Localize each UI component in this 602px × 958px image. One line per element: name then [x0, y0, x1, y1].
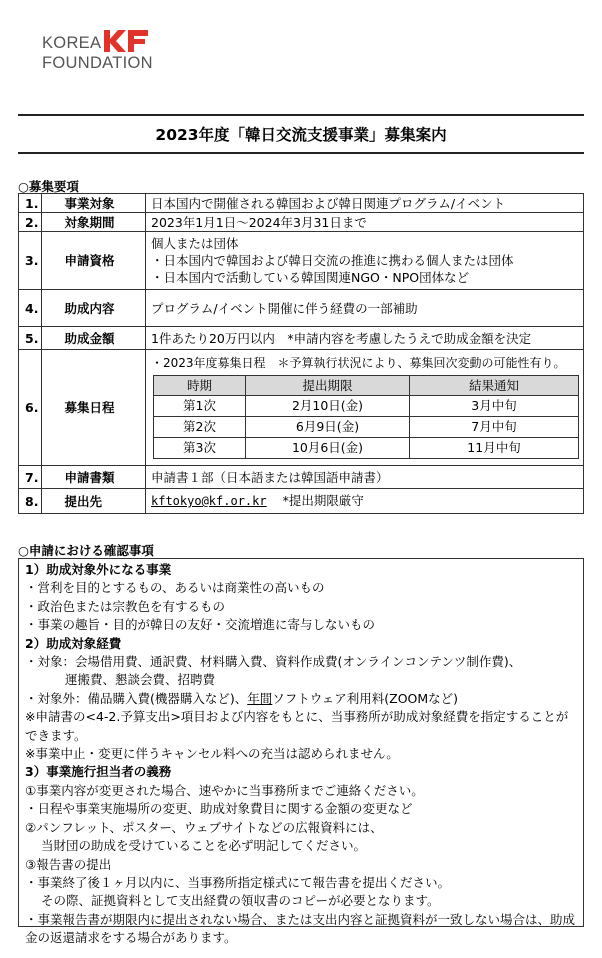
logo-line2: FOUNDATION — [42, 54, 153, 72]
schedule-cell: 第1次 — [154, 395, 246, 416]
schedule-table — [153, 375, 579, 459]
notes-line: ・政治色または宗教色を有するもの — [25, 598, 226, 614]
deadline-note: *提出期限厳守 — [282, 493, 364, 508]
eligibility-line: 個人または団体 — [151, 236, 239, 251]
korea-foundation-logo — [42, 28, 182, 78]
row-label: 提出先 — [42, 489, 146, 514]
row-label: 助成金額 — [42, 327, 146, 350]
row-number: 5. — [19, 327, 42, 350]
row-value: 日本国内で開催される韓国および韓日関連プログラム/イベント — [146, 194, 584, 213]
row-number: 8. — [19, 489, 42, 514]
schedule-cell: 10月6日(金) — [246, 437, 410, 458]
row-value: 1件あたり20万円以内 *申請内容を考慮したうえで助成金額を決定 — [146, 327, 584, 350]
row-value: 2023年1月1日～2024年3月31日まで — [146, 213, 584, 232]
row-number: 4. — [19, 290, 42, 327]
schedule-cell: 第3次 — [154, 437, 246, 458]
schedule-cell: 第2次 — [154, 416, 246, 437]
section-heading-guidelines: ○募集要項 — [18, 179, 79, 194]
notes-line: ・営利を目的とするもの、あるいは商業性の高いもの — [25, 580, 325, 596]
notes-heading: 3）事業施行担当者の義務 — [25, 764, 172, 780]
schedule-row — [154, 395, 579, 416]
row-number: 3. — [19, 232, 42, 290]
notes-line: ・事業終了後１ヶ月以内に、当事務所指定様式にて報告書を提出ください。 — [25, 874, 451, 890]
email-link[interactable]: kftokyo@kf.or.kr — [151, 494, 267, 508]
notes-line: ※申請書の<4-2.予算支出>項目および内容をもとに、当事務所が助成対象経費を指定することができます。 — [25, 709, 569, 743]
row-label: 申請書類 — [42, 466, 146, 489]
schedule-header: 結果通知 — [410, 375, 579, 395]
notes-box — [18, 558, 584, 946]
notes-line: ③報告書の提出 — [25, 856, 112, 872]
row-value: プログラム/イベント開催に伴う経費の一部補助 — [146, 290, 584, 327]
row-number: 1. — [19, 194, 42, 213]
notes-line: ①事業内容が変更された場合、速やかに当事務所までご連絡ください。 — [25, 782, 424, 798]
notes-line: その際、証拠資料として支出経費の領収書のコピーが必要となります。 — [41, 893, 440, 909]
notes-heading: 2）助成対象経費 — [25, 635, 122, 651]
notes-line: 運搬費、懇談会費、招聘費 — [65, 672, 216, 688]
schedule-header: 時期 — [154, 375, 246, 395]
notes-line: ②パンフレット、ポスター、ウェブサイトなどの広報資料には、 — [25, 819, 383, 835]
table-row — [19, 489, 584, 514]
table-row — [19, 213, 584, 232]
notes-line — [25, 690, 578, 708]
table-row — [19, 194, 584, 213]
notes-underlined-text: 年間 — [247, 690, 273, 706]
schedule-header: 提出期限 — [246, 375, 410, 395]
row-number: 2. — [19, 213, 42, 232]
row-label: 助成内容 — [42, 290, 146, 327]
notes-text: ソフトウェア利用料(ZOOMなど) — [272, 690, 459, 706]
row-value — [146, 350, 584, 466]
schedule-cell: 11月中旬 — [410, 437, 579, 458]
notes-line: 当財団の助成を受けていることを必ず明記してください。 — [41, 838, 367, 854]
eligibility-line: ・日本国内で韓国および韓日交流の推進に携わる個人または団体 — [151, 253, 514, 268]
row-number: 6. — [19, 350, 42, 466]
schedule-note: ・2023年度募集日程 ＊予算執行状況により、募集回次変動の可能性有り。 — [151, 355, 566, 370]
guidelines-table — [18, 193, 584, 514]
notes-text: ・対象外：備品購入費(機器購入など)、 — [25, 690, 248, 706]
kf-logo-mark — [102, 28, 152, 54]
table-row — [19, 290, 584, 327]
schedule-cell: 6月9日(金) — [246, 416, 410, 437]
table-row — [19, 327, 584, 350]
schedule-header-row — [154, 375, 579, 395]
row-number: 7. — [19, 466, 42, 489]
notes-line: ・日程や事業実施場所の変更、助成対象費目に関する金額の変更など — [25, 801, 413, 817]
schedule-cell: 7月中旬 — [410, 416, 579, 437]
row-label: 事業対象 — [42, 194, 146, 213]
row-value — [146, 489, 584, 514]
row-label: 対象期間 — [42, 213, 146, 232]
schedule-row — [154, 416, 579, 437]
notes-line: ・対象：会場借用費、通訳費、材料購入費、資料作成費(オンラインコンテンツ制作費)、 — [25, 654, 522, 670]
schedule-cell: 2月10日(金) — [246, 395, 410, 416]
section-heading-notes: ○申請における確認事項 — [18, 543, 154, 558]
table-row — [19, 232, 584, 290]
schedule-row — [154, 437, 579, 458]
eligibility-line: ・日本国内で活動している韓国関連NGO・NPO団体など — [151, 270, 470, 285]
table-row — [19, 466, 584, 489]
page-title: 2023年度「韓日交流支援事業」募集案内 — [18, 114, 584, 154]
notes-line: ※事業中止・変更に伴うキャンセル料への充当は認められません。 — [25, 746, 399, 762]
notes-line: ・事業の趣旨・目的が韓日の友好・交流増進に寄与しないもの — [25, 617, 376, 633]
notes-line: ・事業報告書が期限内に提出されない場合、または支出内容と証拠資料が一致しない場合は、助成金の返還請求をする場合があります。 — [25, 911, 576, 946]
schedule-cell: 3月中旬 — [410, 395, 579, 416]
logo-line1: KOREA — [42, 34, 102, 52]
row-value — [146, 232, 584, 290]
row-value: 申請書１部（日本語または韓国語申請書） — [146, 466, 584, 489]
table-row — [19, 350, 584, 466]
row-label: 申請資格 — [42, 232, 146, 290]
row-label: 募集日程 — [42, 350, 146, 466]
notes-heading: 1）助成対象外になる事業 — [25, 562, 172, 577]
